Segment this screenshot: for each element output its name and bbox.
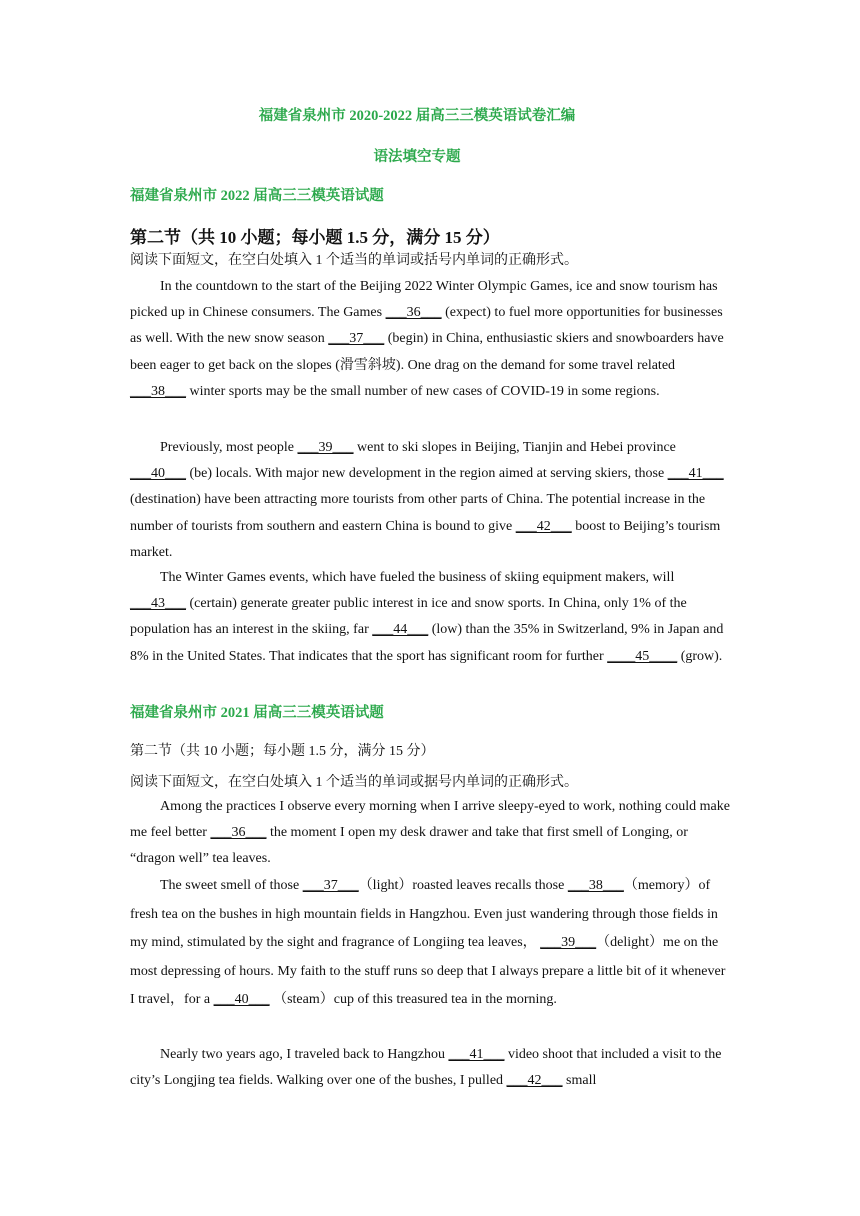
blank-2021-42: ___42___: [506, 1073, 563, 1089]
blank-36: ___36___: [385, 305, 442, 321]
blank-40: ___40___: [130, 466, 186, 482]
instruction-2021: 阅读下面短文，在空白处填入 1 个适当的单词或据号内单词的正确形式。: [130, 775, 578, 790]
blank-43: ___43___: [130, 596, 186, 612]
instruction-2022: 阅读下面短文，在空白处填入 1 个适当的单词或括号内单词的正确形式。: [130, 253, 578, 268]
passage-2022-para3: The Winter Games events, which have fueled the business of skiing equipment makers, will ___43___ (certain) generate greater public interest in ice and snow sports. In China, only 1% of the population has an interest in the skiing, far ___44___ (low) than the 35% in Switzerland, 9% in Japan and 8% in the United States. That indicates that the sport has significant room for further ____45____ (grow).: [130, 570, 724, 664]
passage-2021-para3: Nearly two years ago, I traveled back to Hangzhou ___41___ video shoot that included a visit to the city’s Longjing tea fields. Walking over one of the bushes, I pulled ___42___ small: [130, 1047, 722, 1089]
blank-42: ___42___: [515, 518, 572, 534]
passage-2021-para2: The sweet smell of those ___37___（light）roasted leaves recalls those ___38___（memory）of fresh tea on the bushes in high mountain fields in Hangzhou. Even just wandering through those fields in my mind, stimulated by the sight and fragrance of Longiing tea leaves， ___39___（delight）me on the most depressing of hours. My faith to the stuff runs so deep that I always prepare a little bit of it whenever I travel，for a ___40___ （steam）cup of this treasured tea in the morning.: [130, 878, 726, 1007]
blank-2021-38: ___38___: [567, 878, 624, 893]
section-heading-2021: 福建省泉州市 2021 届高三三模英语试题: [130, 705, 384, 721]
passage-2022-para1: In the countdown to the start of the Beijing 2022 Winter Olympic Games, ice and snow tourism has picked up in Chinese consumers. The Games ___36___ (expect) to fuel more opportunities for businesses as well. With the new snow season ___37___ (begin) in China, enthusiastic skiers and snowboarders have been eager to get back on the slopes (滑雪斜坡). One drag on the demand for some travel related ___38___ winter sports may be the small number of new cases of COVID-19 in some regions.: [130, 279, 724, 399]
blank-38: ___38___: [130, 383, 186, 399]
blank-45: ____45____: [607, 648, 678, 664]
document-title: 福建省泉州市 2020-2022 届高三三模英语试卷汇编: [258, 108, 576, 124]
blank-2021-41: ___41___: [448, 1047, 505, 1062]
blank-44: ___44___: [372, 622, 429, 638]
blank-2021-37: ___37___: [302, 878, 359, 893]
blank-37: ___37___: [328, 331, 385, 347]
part-heading-2022: 第二节（共 10 小题；每小题 1.5 分，满分 15 分）: [130, 228, 500, 247]
passage-2022-para2: Previously, most people ___39___ went to ski slopes in Beijing, Tianjin and Hebei province ___40___ (be) locals. With major new development in the region aimed at serving skiers, those ___41___ (destination) have been attracting more tourists from other parts of China. The potential increase in the number of tourists from southern and eastern China is bound to give ___42___ boost to Beijing’s tourism market.: [130, 440, 724, 560]
blank-41: ___41___: [667, 466, 724, 482]
blank-2021-39: ___39___: [540, 935, 597, 950]
passage-2021-para1: Among the practices I observe every morning when I arrive sleepy-eyed to work, nothing could make me feel better ___36___ the moment I open my desk drawer and take that first smell of Longing, or “dragon well” tea leaves.: [130, 799, 730, 867]
section-heading-2022: 福建省泉州市 2022 届高三三模英语试题: [130, 188, 384, 204]
document-subtitle: 语法填空专题: [373, 149, 461, 165]
part-heading-2021: 第二节（共 10 小题；每小题 1.5 分，满分 15 分）: [130, 744, 435, 759]
blank-2021-36: ___36___: [210, 825, 267, 841]
blank-2021-40: ___40___: [213, 992, 270, 1007]
blank-39: ___39___: [297, 440, 354, 455]
